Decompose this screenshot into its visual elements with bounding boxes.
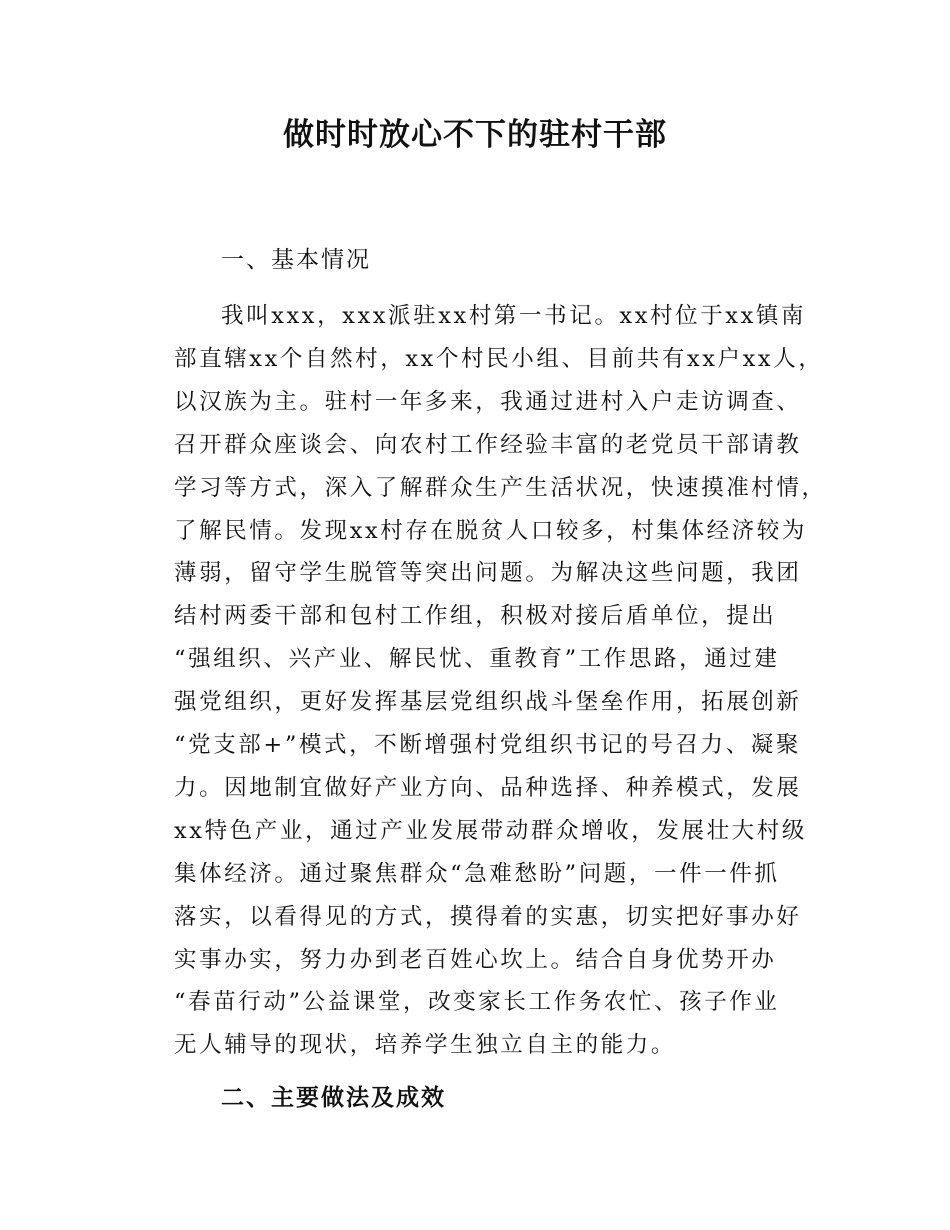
paragraph-line: 学习等方式，深入了解群众生产生活状况，快速摸准村情，	[174, 474, 827, 501]
paragraph-line: 强党组织，更好发挥基层党组织战斗堡垒作用，拓展创新	[174, 689, 802, 716]
paragraph-line: 力。因地制宜做好产业方向、品种选择、种养模式，发展	[174, 774, 802, 801]
paragraph-line: “党支部+”模式，不断增强村党组织书记的号召力、凝聚	[174, 732, 801, 758]
paragraph-line: 无人辅导的现状，培养学生独立自主的能力。	[174, 1032, 677, 1059]
section-heading-basic-info: 一、基本情况	[221, 247, 371, 273]
paragraph-line: 实事办实，努力办到老百姓心坎上。结合自身优势开办	[174, 946, 777, 973]
paragraph-line: “强组织、兴产业、解民忧、重教育”工作思路，通过建	[174, 646, 780, 673]
paragraph-line: 薄弱，留守学生脱管等突出问题。为解决这些问题，我团	[174, 560, 802, 587]
paragraph-line: 了解民情。发现xx村存在脱贫人口较多，村集体经济较为	[174, 517, 807, 544]
paragraph-line: 集体经济。通过聚焦群众“急难愁盼”问题，一件一件抓	[174, 860, 780, 887]
paragraph-line: 落实，以看得见的方式，摸得着的实惠，切实把好事办好	[174, 903, 802, 930]
paragraph-line: “春苗行动”公益课堂，改变家长工作务农忙、孩子作业	[174, 989, 780, 1016]
paragraph-line: xx特色产业，通过产业发展带动群众增收，发展壮大村级	[174, 817, 807, 844]
paragraph-line: 部直辖xx个自然村，xx个村民小组、目前共有xx户xx人，	[174, 345, 824, 372]
section-heading-main-practices: 二、主要做法及成效	[221, 1085, 446, 1111]
paragraph-line: 以汉族为主。驻村一年多来，我通过进村入户走访调查、	[174, 388, 802, 415]
paragraph-line: 我叫xxx，xxx派驻xx村第一书记。xx村位于xx镇南	[221, 303, 807, 329]
paragraph-line: 召开群众座谈会、向农村工作经验丰富的老党员干部请教	[174, 431, 802, 458]
document-title: 做时时放心不下的驻村干部	[283, 117, 667, 153]
paragraph-line: 结村两委干部和包村工作组，积极对接后盾单位，提出	[174, 603, 777, 630]
